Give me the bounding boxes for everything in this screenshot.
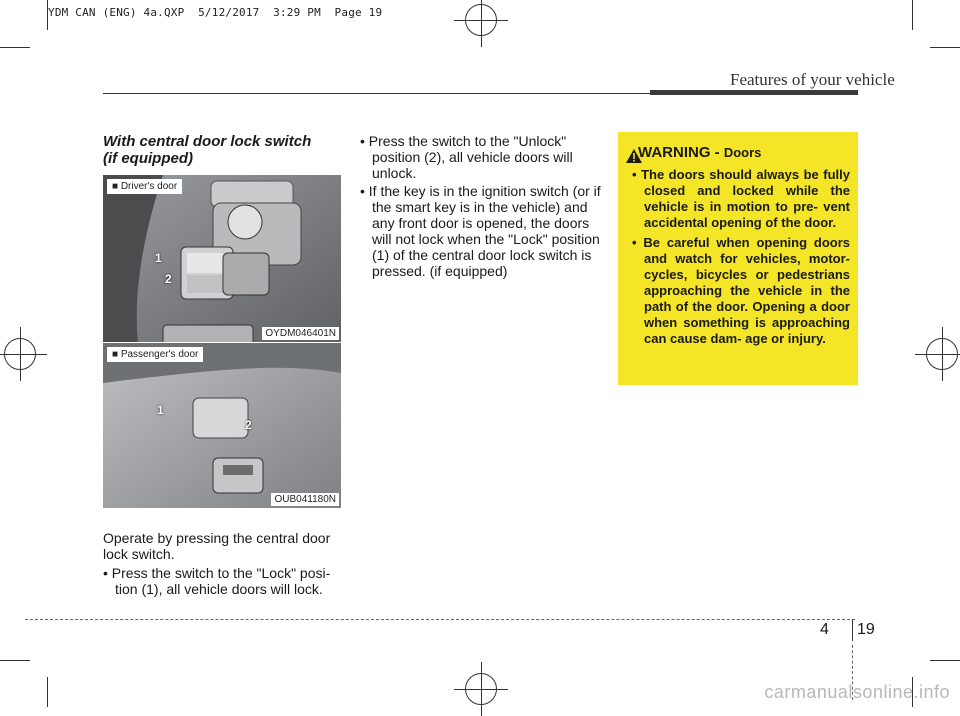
- figure-code: OYDM046401N: [262, 327, 339, 340]
- warning-list: [632, 167, 850, 351]
- figure-passengers-door: [103, 343, 341, 508]
- bullet-item: • If the key is in the ignition switch (or if the smart key is in the vehicle) and any front door is opened, the doors will not lock when the "Lock" position (1) of the central door lock switch is pressed. (if equipped): [360, 183, 612, 279]
- callout-number: 1: [155, 251, 162, 265]
- page-number: 19: [857, 621, 875, 638]
- figure-code: OUB041180N: [271, 493, 339, 506]
- crop-mark: [47, 0, 48, 30]
- figure-label: ■ Driver's door: [107, 179, 182, 194]
- page-number-divider: [852, 619, 853, 641]
- crop-mark: [930, 47, 960, 48]
- crop-mark: [912, 0, 913, 30]
- printer-slug: YDM CAN (ENG) 4a.QXP 5/12/2017 3:29 PM Page 19: [48, 6, 383, 19]
- warning-heading: [638, 144, 761, 161]
- warning-box: [618, 132, 858, 385]
- watermark: carmanualsonline.info: [764, 682, 950, 702]
- paragraph: Operate by pressing the central door lock switch.: [103, 530, 331, 562]
- subheading-line: (if equipped): [103, 150, 193, 167]
- warning-item: • Be careful when opening doors and watch for vehicles, motor- cycles, bicycles or pedestrians approaching the vehicle in the path of the door. Opening a door when something is approaching can cause dam- age or injury.: [632, 235, 850, 347]
- callout-number: 2: [245, 418, 252, 432]
- warning-title: WARNING -: [638, 144, 724, 161]
- passengers-door-illustration: [103, 343, 341, 508]
- crop-mark: [0, 660, 30, 661]
- callout-number: 1: [157, 403, 164, 417]
- crop-mark: [0, 47, 30, 48]
- footer-dashed-rule: [25, 619, 855, 620]
- header-rule-accent: [650, 90, 858, 95]
- subheading-line: With central door lock switch: [103, 133, 312, 150]
- warning-subtitle: Doors: [723, 145, 762, 160]
- figure-drivers-door: [103, 175, 341, 342]
- section-title: Features of your vehicle: [730, 70, 895, 89]
- chapter-number: 4: [820, 621, 829, 638]
- crop-mark: [930, 660, 960, 661]
- registration-mark: [465, 673, 497, 705]
- figure-label: ■ Passenger's door: [107, 347, 203, 362]
- bullet-item: • Press the switch to the "Lock" posi- tion (1), all vehicle doors will lock.: [103, 565, 353, 597]
- warning-item: • The doors should always be fully closed and locked while the vehicle is in motion to pre- vent accidental opening of the door.: [632, 167, 850, 231]
- registration-mark: [465, 4, 497, 36]
- registration-mark: [926, 338, 958, 370]
- subheading: [103, 133, 333, 167]
- callout-number: 2: [165, 272, 172, 286]
- crop-mark: [47, 677, 48, 707]
- drivers-door-illustration: [103, 175, 341, 342]
- bullet-item: • Press the switch to the "Unlock" position (2), all vehicle doors will unlock.: [360, 133, 612, 181]
- registration-mark: [4, 338, 36, 370]
